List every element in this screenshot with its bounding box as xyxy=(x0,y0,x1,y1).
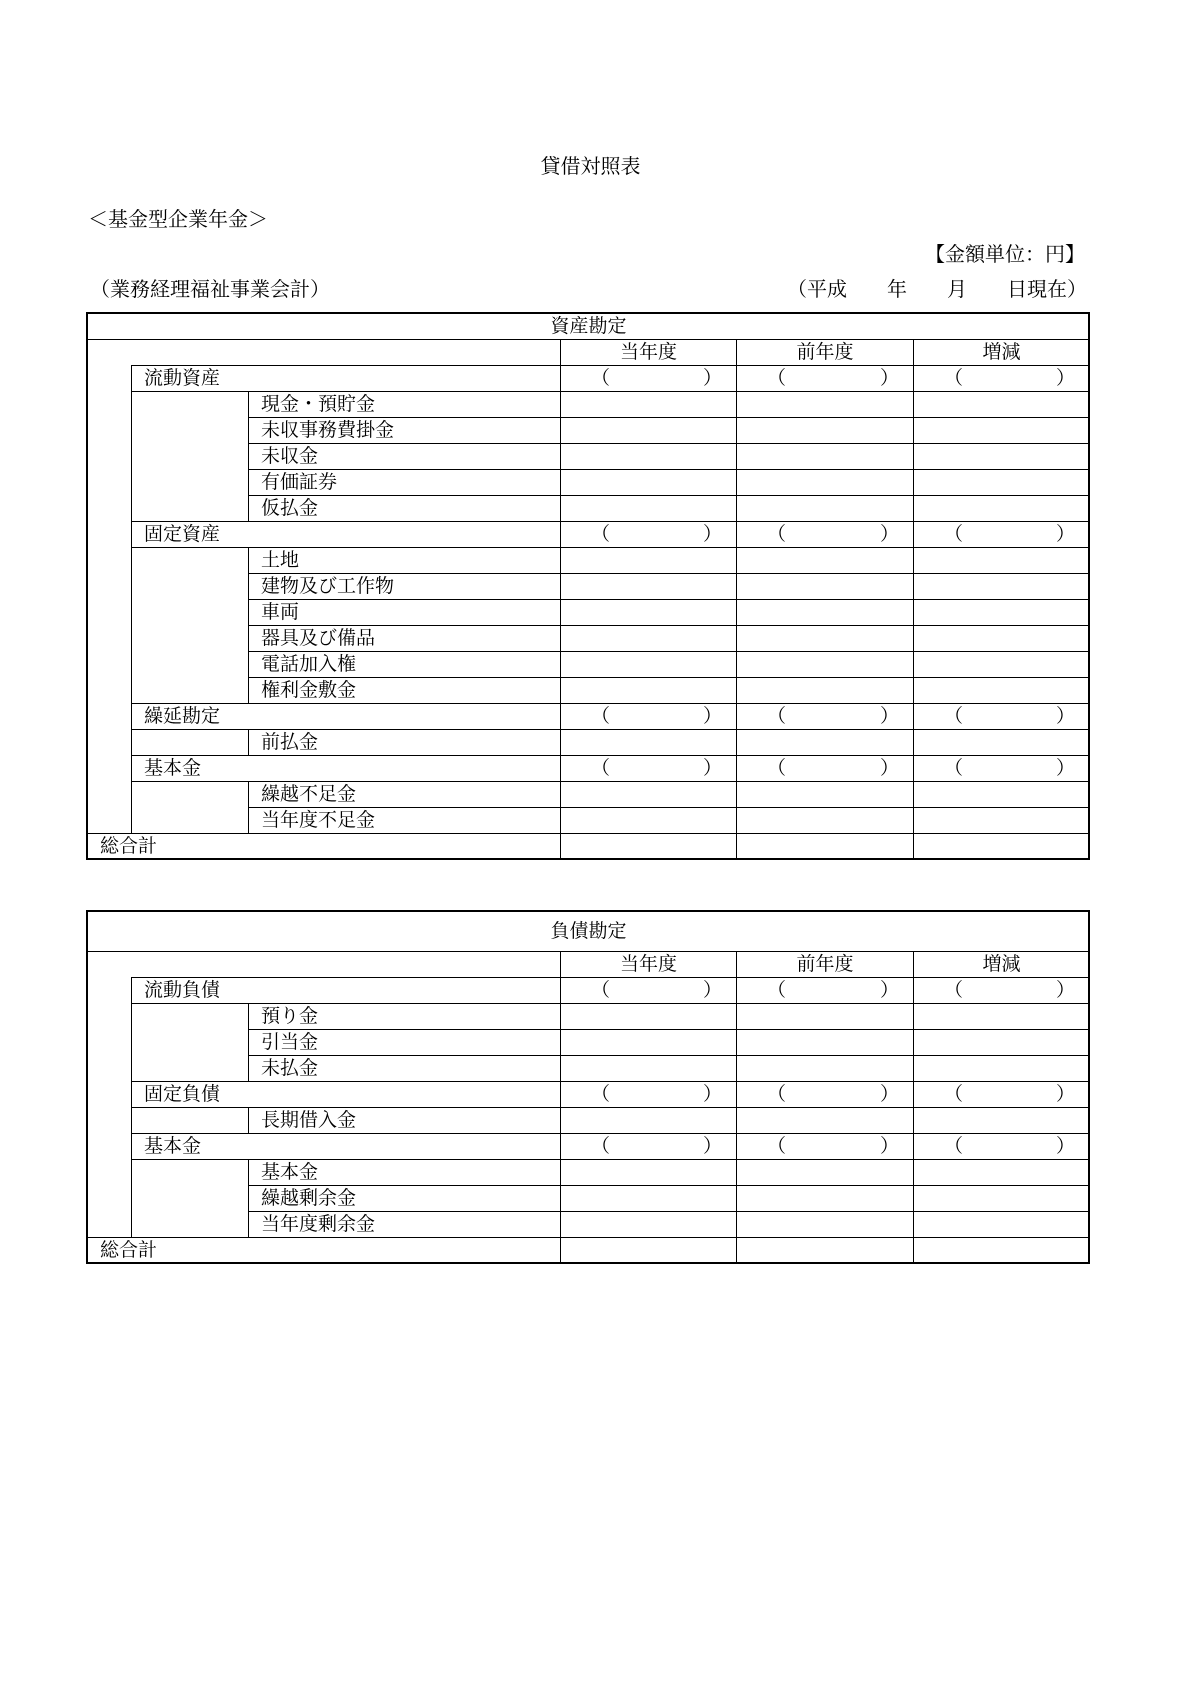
amount-cell[interactable] xyxy=(737,1160,914,1186)
amount-cell[interactable] xyxy=(737,1056,914,1082)
date-year-label: 年 xyxy=(887,277,907,301)
section-title: 負債勘定 xyxy=(88,911,1090,952)
amount-cell[interactable] xyxy=(737,782,914,808)
close-paren: ） xyxy=(702,1083,722,1105)
amount-cell[interactable] xyxy=(561,470,737,496)
close-paren: ） xyxy=(879,705,899,727)
item-row xyxy=(88,1108,1090,1134)
amount-cell[interactable] xyxy=(914,548,1090,574)
amount-cell[interactable] xyxy=(737,730,914,756)
subtotal-parentheses xyxy=(561,756,736,781)
amount-cell[interactable] xyxy=(737,418,914,444)
amount-cell[interactable] xyxy=(561,626,737,652)
close-paren: ） xyxy=(1056,705,1076,727)
subtotal-cell[interactable] xyxy=(737,756,914,782)
total-amount-cell[interactable] xyxy=(561,1238,737,1264)
amount-cell[interactable] xyxy=(914,678,1090,704)
column-header: 前年度 xyxy=(737,340,914,366)
group-indent-cell xyxy=(132,1160,249,1238)
amount-cell[interactable] xyxy=(561,808,737,834)
subtotal-cell[interactable] xyxy=(561,756,737,782)
subtotal-cell[interactable] xyxy=(561,1082,737,1108)
open-paren: （ xyxy=(944,705,964,727)
amount-cell[interactable] xyxy=(737,1212,914,1238)
amount-cell[interactable] xyxy=(914,782,1090,808)
subtotal-cell[interactable] xyxy=(737,366,914,392)
close-paren: ） xyxy=(879,979,899,1001)
item-label: 当年度剰余金 xyxy=(249,1212,561,1238)
total-amount-cell[interactable] xyxy=(737,834,914,860)
column-header: 増減 xyxy=(914,952,1090,978)
open-paren: （ xyxy=(944,979,964,1001)
close-paren: ） xyxy=(1056,757,1076,779)
amount-cell[interactable] xyxy=(737,496,914,522)
open-paren: （ xyxy=(767,979,787,1001)
item-label: 長期借入金 xyxy=(249,1108,561,1134)
amount-cell[interactable] xyxy=(561,1108,737,1134)
amount-cell[interactable] xyxy=(561,1004,737,1030)
column-header: 前年度 xyxy=(737,952,914,978)
open-paren: （ xyxy=(944,757,964,779)
close-paren: ） xyxy=(879,367,899,389)
column-header: 当年度 xyxy=(561,340,737,366)
amount-cell[interactable] xyxy=(561,1160,737,1186)
open-paren: （ xyxy=(767,705,787,727)
liabilities-table xyxy=(87,910,1090,1264)
open-paren: （ xyxy=(944,523,964,545)
indent-cell xyxy=(88,978,132,1238)
group-label: 固定負債 xyxy=(132,1082,561,1108)
group-indent-cell xyxy=(132,782,249,834)
close-paren: ） xyxy=(879,1135,899,1157)
group-row xyxy=(88,1082,1090,1108)
amount-cell[interactable] xyxy=(561,652,737,678)
subtotal-cell[interactable] xyxy=(737,978,914,1004)
subtotal-cell[interactable] xyxy=(914,522,1090,548)
item-label: 基本金 xyxy=(249,1160,561,1186)
item-label: 当年度不足金 xyxy=(249,808,561,834)
group-indent-cell xyxy=(132,1108,249,1134)
subtotal-parentheses xyxy=(737,756,913,781)
subtotal-parentheses xyxy=(914,366,1089,391)
close-paren: ） xyxy=(1056,1083,1076,1105)
subtotal-parentheses xyxy=(914,704,1089,729)
open-paren: （ xyxy=(767,523,787,545)
subtotal-cell[interactable] xyxy=(561,522,737,548)
group-label: 固定資産 xyxy=(132,522,561,548)
amount-cell[interactable] xyxy=(561,392,737,418)
close-paren: ） xyxy=(1056,979,1076,1001)
item-label: 引当金 xyxy=(249,1030,561,1056)
amount-cell[interactable] xyxy=(737,808,914,834)
indent-cell xyxy=(88,366,132,834)
amount-cell[interactable] xyxy=(561,1186,737,1212)
open-paren: （ xyxy=(591,1135,611,1157)
amount-cell[interactable] xyxy=(914,1212,1090,1238)
subtotal-parentheses xyxy=(914,1082,1089,1107)
assets-table xyxy=(87,312,1090,860)
item-row xyxy=(88,392,1090,418)
amount-cell[interactable] xyxy=(737,652,914,678)
item-label: 土地 xyxy=(249,548,561,574)
subtotal-parentheses xyxy=(561,522,736,547)
group-row xyxy=(88,704,1090,730)
amount-cell[interactable] xyxy=(561,1056,737,1082)
open-paren: （ xyxy=(767,1083,787,1105)
total-label: 総合計 xyxy=(88,834,561,860)
amount-cell[interactable] xyxy=(737,626,914,652)
subtotal-parentheses xyxy=(914,522,1089,547)
subtotal-parentheses xyxy=(737,366,913,391)
subtotal-parentheses xyxy=(737,522,913,547)
amount-cell[interactable] xyxy=(737,678,914,704)
amount-cell[interactable] xyxy=(561,496,737,522)
amount-cell[interactable] xyxy=(914,1056,1090,1082)
item-label: 建物及び工作物 xyxy=(249,574,561,600)
open-paren: （ xyxy=(591,1083,611,1105)
amount-cell[interactable] xyxy=(914,574,1090,600)
total-amount-cell[interactable] xyxy=(914,1238,1090,1264)
item-label: 車両 xyxy=(249,600,561,626)
amount-cell[interactable] xyxy=(561,418,737,444)
group-indent-cell xyxy=(132,1004,249,1082)
subtotal-parentheses xyxy=(737,1134,913,1159)
open-paren: （ xyxy=(591,979,611,1001)
fund-type-heading: ＜基金型企業年金＞ xyxy=(88,207,268,231)
item-label: 前払金 xyxy=(249,730,561,756)
amount-cell[interactable] xyxy=(914,1030,1090,1056)
as-of-date-line xyxy=(787,279,1087,299)
amount-cell[interactable] xyxy=(914,600,1090,626)
date-month-label: 月 xyxy=(947,277,967,301)
amount-cell[interactable] xyxy=(561,548,737,574)
total-row xyxy=(88,834,1090,860)
group-indent-cell xyxy=(132,730,249,756)
subtotal-cell[interactable] xyxy=(914,366,1090,392)
item-row xyxy=(88,782,1090,808)
subtotal-parentheses xyxy=(914,978,1089,1003)
amount-cell[interactable] xyxy=(737,1030,914,1056)
amount-cell[interactable] xyxy=(914,1186,1090,1212)
open-paren: （ xyxy=(944,1083,964,1105)
amount-cell[interactable] xyxy=(737,470,914,496)
open-paren: （ xyxy=(944,1135,964,1157)
subtotal-cell[interactable] xyxy=(914,1134,1090,1160)
open-paren: （ xyxy=(591,757,611,779)
item-label: 器具及び備品 xyxy=(249,626,561,652)
close-paren: ） xyxy=(702,1135,722,1157)
amount-cell[interactable] xyxy=(914,1108,1090,1134)
amount-cell[interactable] xyxy=(914,496,1090,522)
close-paren: ） xyxy=(879,757,899,779)
amount-cell[interactable] xyxy=(914,730,1090,756)
column-header-row xyxy=(88,952,1090,978)
subtotal-parentheses xyxy=(561,978,736,1003)
date-day-label: 日現在） xyxy=(1007,277,1087,301)
close-paren: ） xyxy=(702,757,722,779)
total-row xyxy=(88,1238,1090,1264)
item-row xyxy=(88,548,1090,574)
subtotal-cell[interactable] xyxy=(737,1082,914,1108)
amount-cell[interactable] xyxy=(561,1030,737,1056)
group-label: 基本金 xyxy=(132,756,561,782)
open-paren: （ xyxy=(767,757,787,779)
group-row xyxy=(88,366,1090,392)
open-paren: （ xyxy=(591,367,611,389)
subtotal-parentheses xyxy=(561,704,736,729)
subtotal-parentheses xyxy=(914,756,1089,781)
open-paren: （ xyxy=(944,367,964,389)
amount-cell[interactable] xyxy=(737,574,914,600)
item-row xyxy=(88,1160,1090,1186)
account-name-label: （業務経理福祉事業会計） xyxy=(90,277,330,301)
amount-cell[interactable] xyxy=(914,1160,1090,1186)
item-label: 未収金 xyxy=(249,444,561,470)
close-paren: ） xyxy=(702,367,722,389)
amount-cell[interactable] xyxy=(914,652,1090,678)
subtotal-cell[interactable] xyxy=(561,978,737,1004)
amount-cell[interactable] xyxy=(914,1004,1090,1030)
amount-cell[interactable] xyxy=(561,782,737,808)
subtotal-cell[interactable] xyxy=(914,704,1090,730)
amount-cell[interactable] xyxy=(561,678,737,704)
section-title-row xyxy=(88,313,1090,340)
group-row xyxy=(88,978,1090,1004)
item-label: 預り金 xyxy=(249,1004,561,1030)
amount-cell[interactable] xyxy=(914,470,1090,496)
subtotal-cell[interactable] xyxy=(737,1134,914,1160)
group-label: 繰延勘定 xyxy=(132,704,561,730)
group-row xyxy=(88,1134,1090,1160)
group-indent-cell xyxy=(132,548,249,704)
subtotal-parentheses xyxy=(737,978,913,1003)
open-paren: （ xyxy=(767,367,787,389)
amount-cell[interactable] xyxy=(737,392,914,418)
close-paren: ） xyxy=(702,979,722,1001)
item-label: 繰越不足金 xyxy=(249,782,561,808)
subtotal-cell[interactable] xyxy=(914,756,1090,782)
item-label: 未払金 xyxy=(249,1056,561,1082)
amount-cell[interactable] xyxy=(561,444,737,470)
amount-cell[interactable] xyxy=(737,1186,914,1212)
amount-cell[interactable] xyxy=(914,418,1090,444)
amount-cell[interactable] xyxy=(561,600,737,626)
group-label: 基本金 xyxy=(132,1134,561,1160)
subtotal-parentheses xyxy=(561,1082,736,1107)
total-amount-cell[interactable] xyxy=(561,834,737,860)
amount-cell[interactable] xyxy=(914,444,1090,470)
close-paren: ） xyxy=(702,523,722,545)
close-paren: ） xyxy=(1056,523,1076,545)
open-paren: （ xyxy=(767,1135,787,1157)
subtotal-parentheses xyxy=(561,1134,736,1159)
total-amount-cell[interactable] xyxy=(914,834,1090,860)
group-label: 流動負債 xyxy=(132,978,561,1004)
group-row xyxy=(88,522,1090,548)
date-prefix: （平成 xyxy=(787,277,847,301)
group-row xyxy=(88,756,1090,782)
close-paren: ） xyxy=(1056,1135,1076,1157)
amount-cell[interactable] xyxy=(737,444,914,470)
subtotal-parentheses xyxy=(737,1082,913,1107)
header-blank-cell xyxy=(88,340,561,366)
close-paren: ） xyxy=(879,1083,899,1105)
amount-cell[interactable] xyxy=(561,1212,737,1238)
item-label: 繰越剰余金 xyxy=(249,1186,561,1212)
item-row xyxy=(88,1004,1090,1030)
item-row xyxy=(88,730,1090,756)
section-title-row xyxy=(88,911,1090,952)
amount-cell[interactable] xyxy=(737,600,914,626)
subtotal-parentheses xyxy=(561,366,736,391)
subtotal-cell[interactable] xyxy=(914,978,1090,1004)
document-title: 貸借対照表 xyxy=(540,154,641,178)
amount-cell[interactable] xyxy=(914,808,1090,834)
total-amount-cell[interactable] xyxy=(737,1238,914,1264)
column-header: 当年度 xyxy=(561,952,737,978)
total-label: 総合計 xyxy=(88,1238,561,1264)
amount-cell[interactable] xyxy=(914,392,1090,418)
amount-unit-label: 【金額単位：円】 xyxy=(925,242,1085,266)
open-paren: （ xyxy=(591,705,611,727)
item-label: 有価証券 xyxy=(249,470,561,496)
column-header-row xyxy=(88,340,1090,366)
subtotal-cell[interactable] xyxy=(561,1134,737,1160)
amount-cell[interactable] xyxy=(737,1004,914,1030)
amount-cell[interactable] xyxy=(561,730,737,756)
amount-cell[interactable] xyxy=(737,1108,914,1134)
subtotal-parentheses xyxy=(914,1134,1089,1159)
close-paren: ） xyxy=(1056,367,1076,389)
subtotal-cell[interactable] xyxy=(737,704,914,730)
group-indent-cell xyxy=(132,392,249,522)
section-title: 資産勘定 xyxy=(88,313,1090,340)
item-label: 仮払金 xyxy=(249,496,561,522)
close-paren: ） xyxy=(702,705,722,727)
subtotal-cell[interactable] xyxy=(737,522,914,548)
item-label: 電話加入権 xyxy=(249,652,561,678)
subtotal-cell[interactable] xyxy=(914,1082,1090,1108)
amount-cell[interactable] xyxy=(737,548,914,574)
subtotal-parentheses xyxy=(737,704,913,729)
group-label: 流動資産 xyxy=(132,366,561,392)
close-paren: ） xyxy=(879,523,899,545)
subtotal-cell[interactable] xyxy=(561,704,737,730)
item-label: 現金・預貯金 xyxy=(249,392,561,418)
item-label: 未収事務費掛金 xyxy=(249,418,561,444)
open-paren: （ xyxy=(591,523,611,545)
amount-cell[interactable] xyxy=(914,626,1090,652)
amount-cell[interactable] xyxy=(561,574,737,600)
subtotal-cell[interactable] xyxy=(561,366,737,392)
item-label: 権利金敷金 xyxy=(249,678,561,704)
header-blank-cell xyxy=(88,952,561,978)
column-header: 増減 xyxy=(914,340,1090,366)
